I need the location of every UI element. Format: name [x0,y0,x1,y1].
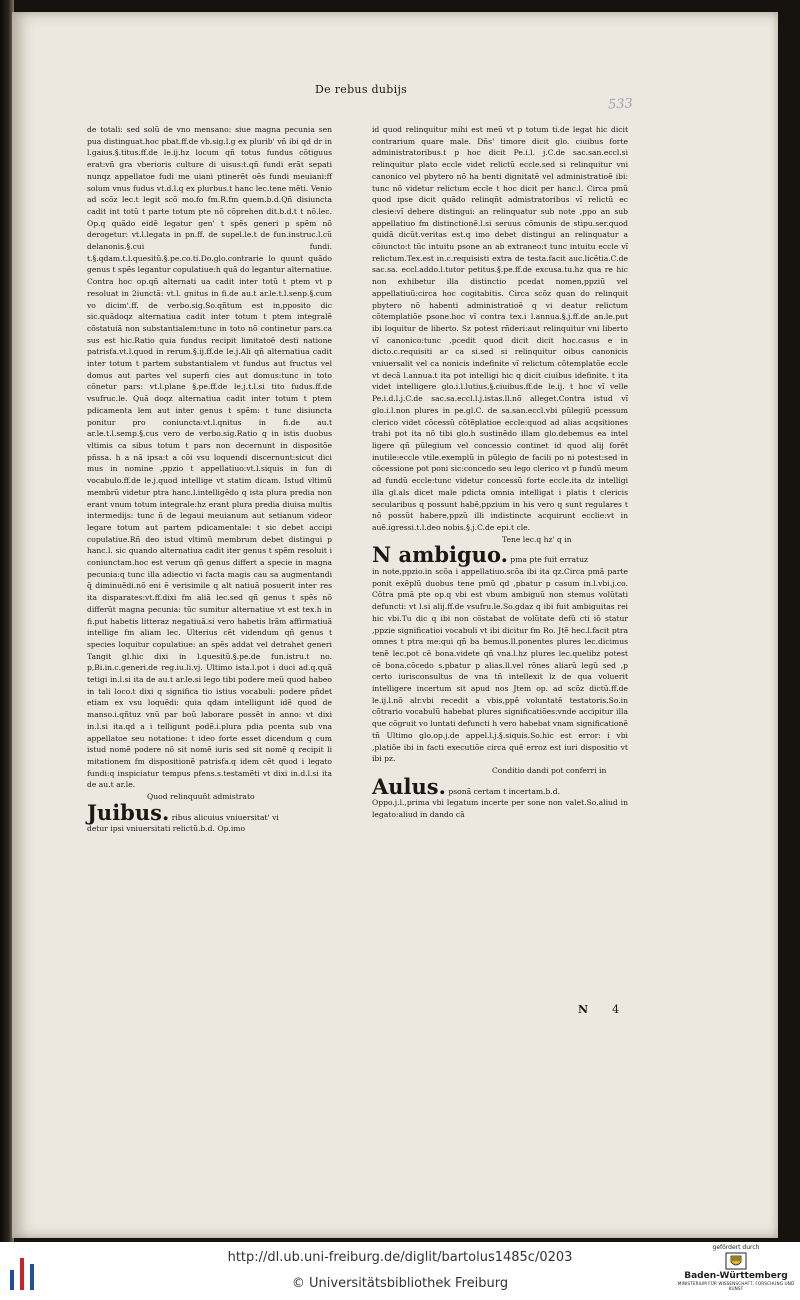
funded-by-label: gefördert durch [712,1244,760,1251]
running-head: De rebus dubijs [315,83,408,96]
viewer-footer [0,1242,800,1300]
state-name: Baden-Württemberg [684,1271,788,1281]
right-text-column [372,124,628,821]
right-column-conditio-line: Conditio dandi pot conferri in [492,765,607,775]
decorated-initial-juibus: Juibus. [87,799,170,825]
right-column-last-line: Oppo.j.l.,prima vbi legatum incerte per sone non valet.So.aliud in legato:aliud in dando cã [372,798,628,820]
left-column-body: de totali: sed solũ de vno mensano: siue magna pecunia sen pua distinguat.hoc pbat.ff.de vb.sig.l.g ex plurib' vñ ibi qd dr in l.gaius.§.titus.ff.de le.ij.hz locum qñ totus fundus cõtiguus erat:vñ gra vberioris culture di uisus:t.qñ fundi erãt sepati nunqz appellatoe fudi me uiani ptinerẽt oẽs fundi meuiani:ff solum vnus fudus vt.d.l.q ex plurbus.t hanc lec.tene mẽti. Venio ad scõz lec.t legit scõ mo.fo fm.R.fm quem.b.d.Qñ disiuncta cadit int totũ t parte totum pte nõ cõprehen dit.b.d.t t nõ.lec. Op.q quãdo eidẽ legatur gen' t spẽs generi p spẽm nõ derogetur: vt.l.legata in pn.ff. de supel.le.t de fun.instruc.l.cũ delanonis.§.cui fundi. t.§.qdam.t.l.quesitũ.§.pe.co.ti.Do.glo.contrarie lo quunt quãdo genus t spẽs legantur copulatiue:h quã do legantur alternatiue. Contra hoc op.qñ alternati ua cadit inter totũ t ptem vt p resoluat in 2iunctã: vt.l. gnitus in fi.de au.t ar.le.t.l.senp.§.cum vo dicim'.ff. de verbo.sig.So.qñtum est in,pposito dic sic.quãdoqz alternatiua cadit inter totum t ptem integralẽ cõstatuiã non substantialem:tunc in toto nõ continetur pars.ca sus est hic.Ratio quia fundus recipit limitatoẽ desti natione patrisfa.vt.l.quod in rerum.§.ij.ff.de le.j.Ali qñ alternatiua cadit inter totum t partem substantialem vt fundus aut fructus vel domus aut partes vel superfi cies aut domus:tunc in toto cõnetur pars: vt.l.plane §.pe.ff.de le.j.t.l.si tito fudus.ff.de vsufruc.le. Quã doqz alternatiua cadit inter totum t ptem pdicamenta lem aut inter genus t spẽm: t tunc disiuncta ponitur pro coniuncta:vt.l.qnitus in fi.de au.t ar.le.t.l.semp.§.cus vero de verbo.sig.Ratio q in istis duobus vltimis ca sibus totum t pars non decernunt in dispositõe pñssa. h a nã ipsa:t a cõi vsu loquendi discernunt:sicut dici mus in nomine ,ppzio t appellatiuo:vt.l.siquis in fun di vocabulo.ff.de le.j.quod intellige vt statim dicam. Istud vltimũ membrũ videtur ptra hanc.l.intelligẽdo q ista plura predia non erant vnum totum integrale:hz erant plura predia diuisa multis intermedijs: tunc ñ de legaui meuianum aut setianum videor legare totum aut partem pdicamentale: t sic debet accipi copulatiue.Rñ deo istud vltimũ membrum debet distingui p hanc.l. sic quando alternatiua cadit iter genus t spẽm resoluit i coniunctam.hoc est verum qñ genus differt a specie in magna pecunia:q tunc illa adiectio vi facta magis cau sa augmentandi q̃ diminuẽdi.nõ eni ẽ verisimile q alt natiuã posuerit inter res ita disparates:vt.ff.dixi fm aliã lec.sed qñ genus t spẽs nõ differũt magna pecunia: tũc sumitur alternatiue vt est tex.h in fi.put habetis litteraz negatiuã.si vero habetis lrãm affirmatiuã intellige fm aliam lec. Ulterius cẽt videndum qñ genus t species loquitur copulatiue: an spẽs addat vel detrahet generi Tangit gl.hic dixi in l.quesitũ.§.pe.de fun.istru.t no. p,Bi.in.c.generi.de reg.iu.li.vj. Ultimo ista.l.pot i duci ad.q.quã tetigi in.l.si ita de au.t ar.le.si lego tibi podere meũ quod habeo in tali loco.t dixi q significa tio istius vocabuli: podere pñdet etiam ex vsu loquẽdi: quia qdam intelligunt idẽ quod de manso.i.qñtuz vnũ par boũ laborare possẽt in anno: vt dixi in.l.si ita.qd a i telligunt podẽ.i.plura pdia pcenta sub vna appellatoe seu notatione: t ideo forte esset dicendum q cum istud nomẽ podere nõ sit nomẽ iuris sed sit nomẽ q recipit li mitationem fm dispositionẽ patrisfa.q idem cẽt quod i legato fundi:q inspiciatur tempus pfens.s.testamẽti vt dixi in.d.l.si ita de au.t ar.le. [87,125,332,790]
left-column-rubric-line: Quod relinquuñt admistrato [147,792,255,802]
book-page [12,12,778,1238]
left-column-initial-line: Juibus. ribus alicuius vniuersitat' vi [87,799,279,825]
ministry-name: MINISTERIUM FÜR WISSENSCHAFT, FORSCHUNG UND KUNST [677,1281,795,1291]
right-column-aulus-line: Aulus. psonã certam t incertam.b.d. [372,773,561,799]
decorated-initial-ambiguo: N ambiguo. [372,542,508,568]
signature-mark: N 4 [578,1003,620,1016]
right-column-ambiguo-text: in note,ppzio.in scõa i appellatiuo.scõa ibi ita qz.Circa pmã parte ponit exẽplũ duobus tene pmũ qd ,pbatur p casum in.l.vbi.j.co. Cõtra pmã pte op.q vbi est vbum ambiguũ non stemus volũtati defuncti: vt l.si alij.ff.de vsufru.le.So.gdaz q ibi fuit ambiguitas rei hic vbi.Tu dic q ibi non cõstabat de volũtate defũ cti iõ statur ,ppzie significatioi vocabuli vt ibi dicitur fm Ro. Jtẽ hec.l.facit ptra omnes t ptra me:qui qñ ba bemus.ll.ponentes plures lec.dicimus tenẽ lec.pot cẽ bona.videte qñ vna.l.hz plures lec.quelibz potest cẽ bona.cõcedo s.pbatur p alias.ll.vel rõnes aliarũ legũ sed ,p certo iurisconsultus de vna tñ intellexit lz de qua voluerit intelligere incertum sit apud nos Jtem op. ad scõz dictũ.ff.de le.ij.l.nõ alr.vbi recedit a vbis,ppẽ voluntatẽ testatoris.So.in cõtrario vocabulũ habebat plures significatiões:vnde accipitur illa que cõgruit vo luntati defuncti h vero habebat vnam significationẽ tñ Ultimo glo.op.j.de appel.l.j.§.siquis.So.hic est error: i vbi ,platiõe ibi in facti executiõe circa quẽ erroz est iuri dispositio vt ibi pz. [372,567,628,764]
decorated-initial-aulus: Aulus. [372,773,446,799]
funder-block[interactable] [676,1244,796,1291]
permalink-url[interactable]: http://dl.ub.uni-freiburg.de/diglit/bartolus1485c/0203 [227,1250,573,1265]
right-column-rubric-line: Tene lec.q hz' q in [502,534,572,544]
copyright-notice: © Universitätsbibliothek Freiburg [291,1276,509,1291]
left-text-column [87,124,332,835]
state-crest-icon [725,1252,747,1270]
left-column-last-line: detur ipsi vniuersitati relictũ.b.d. Op.imo [87,824,246,834]
right-column-initial-line: N ambiguo. pma pte fuit erratuz [372,542,588,568]
handwritten-folio-number: 533 [607,96,634,113]
right-column-body: id quod relinquitur mihi est meũ vt p totum ti.de legat hic dicit contrarium quare male. Dñs' timore dicit glo. ciuibus forte administratoribus.t p hoc dicit Pe.i.l. j.C.de sac.san.eccl.si relinquitur plato eccle videt relictũ eccle.sed si relinquitur vni canonico vel pbytero nõ ha benti dignitatẽ vel administratioẽ ibi: tunc nõ videtur relictum eccle t hoc dicit per hanc.l. Circa pmũ quod ipse dicit quãdo relinqñt admistratoribus vĩ relictũ ec clesie:vĩ debere distingui: an relinquatur sub note ,ppo an sub appellatiuo fm distinctionẽ.l.si seruus cõmunis de stipu.ser.quod quidã dicũt.veritas est.q imo debet distingui an relinquatur a cõiuncto:t tũc intuitu psone an ab extraneo:t tunc intuitu eccle vĩ relictum.Tex.est in.c.requisisti extra de testa.facit auc.licẽtia.C.de sac.sa. eccl.addo.l.tutor petitus.§.pe.ff.de excusa.tu.hz qua re hic non exhibetur illa distinctio pcedat nomen,ppziũ vel appellatiuũ:circa hoc cogitabitis. Circa scõz quan do relinquit pbytero nõ habenti administratioẽ q vi deatur relictum cõtemplatiõe psone.hoc vĩ contra tex.i l.annua.§.j.ff.de an.le.put ibi loquitur de liberto. Sz potest rñderi:aut relinquitur vni liberto vĩ canonico:tunc ,pcedit quod dicit dicit hoc.casus e in dicto.c.requisiti ar ca si.sed si relinquitur oibus canonicis vniuersalit vel ca nonicis indefinite vĩ relictum cõtemplatõe eccle vt decã l.annua.t ita pot intelligi hic q dicit ciuibus idefinite. t ita videt intelligere glo.i.l.lutius.§.ciuibus.ff.de le.ij. t hoc vĩ velle Pe.i.d.l.j.C.de sac.sa.eccl.l.j.istas.ll.nõ alleget.Contra istud vĩ glo.i.l.non plures in pe.gl.C. de sa.san.eccl.vbi pũlegiũ pcessum clerico videt cõcessũ cõtẽplatioe eccle:quod ad alias acqsitiones trahi pot ita nõ tibi glo.h sustinẽdo illam glo.debemus ea intel ligere qñ pũlegium vel concessio continet id quod alij forẽt inutile:eccle vtile.exemplũ in pũlegio de facili po ni potest:sed in cõcessione pot poni sic:concedo seu lego clerico vt p fundũ meum ad fundũ eccle:tunc videtur concessũ forte eccle.ita dz intelligi illa gl.als dicet male pdicta omnia intelligat i platis t clericis secularibus q possunt habẽ,ppzium in his vero q sunt regulares t nõ possũt habere,ppzũ illi indistincte acquirunt ecclie:vt in auẽ.igressi.t.l.deo nobis.§.j.C.de epi.t cle. [372,125,628,532]
